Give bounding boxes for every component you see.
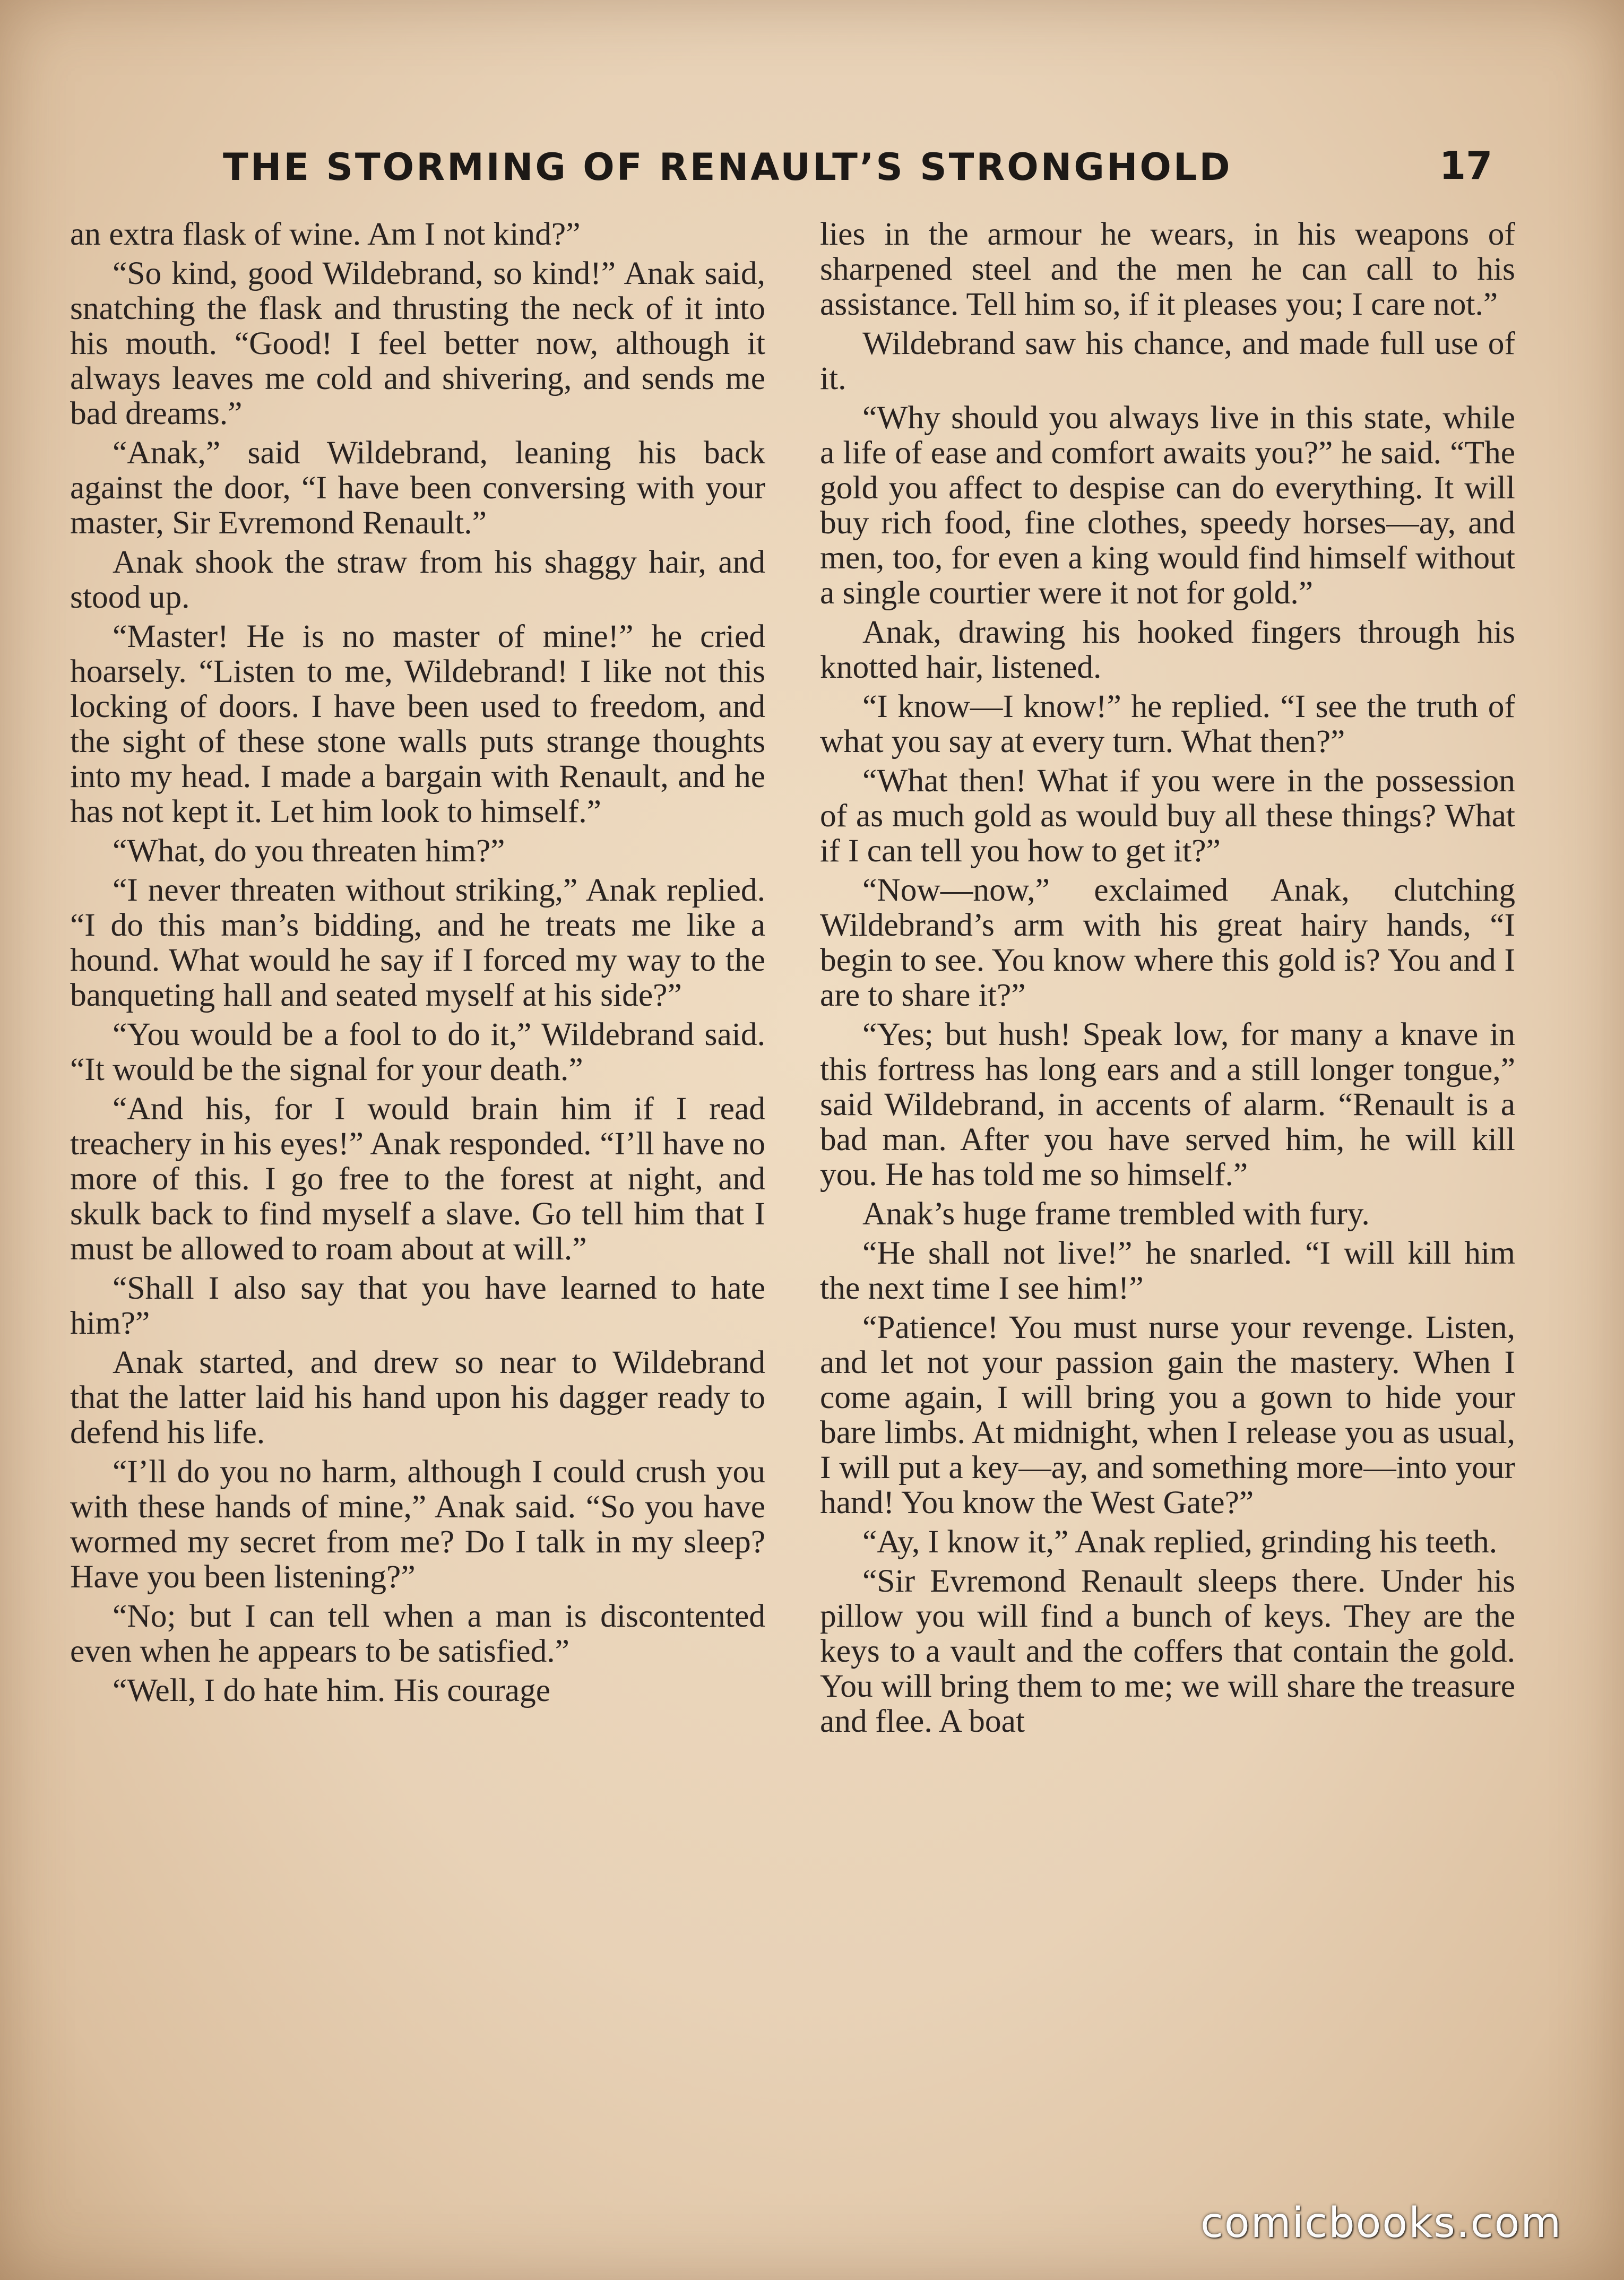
paragraph: “Well, I do hate him. His courage: [113, 1672, 551, 1708]
paragraph: lies in the armour he wears, in his weapons of sharpened steel and the men he can call to his assistance. Tell him so, if it pleases you; I care not.”: [820, 216, 1515, 322]
paragraph: “He shall not live!” he snarled. “I will kill him the next time I see him!”: [820, 1235, 1515, 1306]
paragraph: Anak, drawing his hooked fingers through his knotted hair, listened.: [820, 614, 1515, 685]
paragraph: an extra flask of wine. Am I not kind?”: [70, 216, 581, 252]
left-text-column: [70, 217, 765, 1708]
paragraph: “And his, for I would brain him if I read treachery in his eyes!” Anak responded. “I’ll have no more of this. I go free to the forest at night, and skulk back to find myself a slave. Go tell him that I must be allowed to roam about at will.”: [70, 1091, 765, 1267]
paragraph: “So kind, good Wildebrand, so kind!” Anak said, snatching the flask and thrusting the neck of it into his mouth. “Good! I feel better now, although it always leaves me cold and shivering, and sends me bad dreams.”: [70, 255, 765, 431]
paragraph: “Anak,” said Wildebrand, leaning his back against the door, “I have been conversing with your master, Sir Evremond Renault.”: [70, 435, 765, 541]
paragraph: “I’ll do you no harm, although I could crush you with these hands of mine,” Anak said. “So you have wormed my secret from me? Do I talk in my sleep? Have you been listening?”: [70, 1454, 765, 1595]
page-header: [0, 143, 1624, 196]
watermark-text: comicbooks.com: [1200, 2199, 1562, 2247]
paragraph: Anak’s huge frame trembled with fury.: [862, 1196, 1370, 1232]
paragraph: “Why should you always live in this state, while a life of ease and comfort awaits you?” he said. “The gold you affect to despise can do everything. It will buy rich food, fine clothes, speedy horses—ay, and men, too, for even a king would find himself without a single courtier were it not for gold.”: [820, 400, 1515, 611]
paragraph: “Now—now,” exclaimed Anak, clutching Wildebrand’s arm with his great hairy hands, “I begin to see. You know where this gold is? You and I are to share it?”: [820, 872, 1515, 1013]
paragraph: “Ay, I know it,” Anak replied, grinding his teeth.: [862, 1524, 1498, 1560]
paragraph: Anak started, and drew so near to Wildebrand that the latter laid his hand upon his dagger ready to defend his life.: [70, 1344, 765, 1450]
paragraph: “I never threaten without striking,” Anak replied. “I do this man’s bidding, and he treats me like a hound. What would he say if I forced my way to the banqueting hall and seated myself at his side?”: [70, 872, 765, 1013]
paragraph: “Sir Evremond Renault sleeps there. Under his pillow you will find a bunch of keys. They are the keys to a vault and the coffers that contain the gold. You will bring them to me; we will share the treasure and flee. A boat: [820, 1563, 1515, 1739]
page-number: 17: [1439, 143, 1493, 188]
paragraph: Anak shook the straw from his shaggy hair, and stood up.: [70, 544, 765, 615]
right-text-column: [820, 217, 1515, 1739]
paragraph: “What then! What if you were in the possession of as much gold as would buy all these things? What if I can tell you how to get it?”: [820, 763, 1515, 869]
paragraph: Wildebrand saw his chance, and made full use of it.: [820, 325, 1515, 396]
paragraph: “You would be a fool to do it,” Wildebrand said. “It would be the signal for your death.”: [70, 1016, 765, 1087]
paragraph: “I know—I know!” he replied. “I see the truth of what you say at every turn. What then?”: [820, 688, 1515, 759]
paragraph: “Yes; but hush! Speak low, for many a knave in this fortress has long ears and a still longer tongue,” said Wildebrand, in accents of alarm. “Renault is a bad man. After you have served him, he will kill you. He has told me so himself.”: [820, 1016, 1515, 1193]
paragraph: “No; but I can tell when a man is discontented even when he appears to be satisfied.”: [70, 1598, 765, 1669]
paragraph: “Master! He is no master of mine!” he cried hoarsely. “Listen to me, Wildebrand! I like not this locking of doors. I have been used to freedom, and the sight of these stone walls puts strange thoughts into my head. I made a bargain with Renault, and he has not kept it. Let him look to himself.”: [70, 618, 765, 830]
paragraph: “What, do you threaten him?”: [113, 833, 505, 869]
running-title: THE STORMING OF RENAULT’S STRONGHOLD: [223, 145, 1232, 189]
paragraph: “Shall I also say that you have learned to hate him?”: [70, 1270, 765, 1341]
paragraph: “Patience! You must nurse your revenge. Listen, and let not your passion gain the mastery. When I come again, I will bring you a gown to hide your bare limbs. At midnight, when I release you as usual, I will put a key—ay, and something more—into your hand! You know the West Gate?”: [820, 1309, 1515, 1521]
